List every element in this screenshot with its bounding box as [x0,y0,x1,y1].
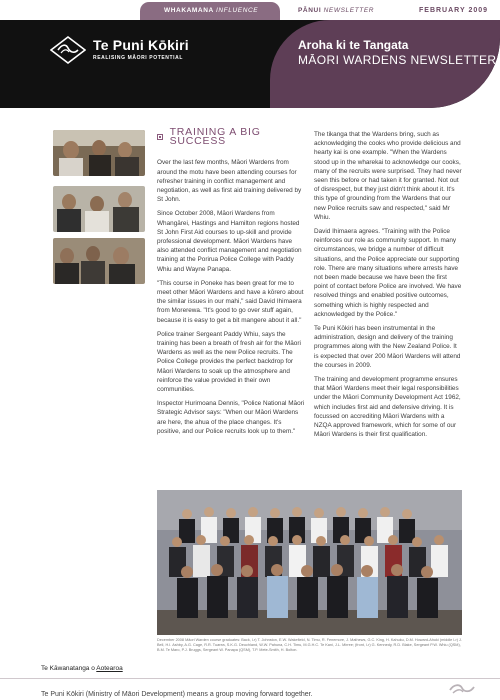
paragraph: Over the last few months, Māori Wardens from around the motu have been attending courses for refresher training in conflict management and negotiation, as well as first aid training delivered by St John. [157,159,302,204]
paragraph: "This course in Poneke has been great for me to meet other Māori Wardens and have a kōrero about the similar issues in our mahi," said David Ihimaera from Morerewa. "It's good to go over stuff again, because it is easy to get a bit mangere about it all." [157,279,304,324]
paragraph: Te Puni Kōkiri has been instrumental in the administration, design and delivery of the training programmes along with the New Zealand Police. It is expected that over 200 Māori Wardens will attend the courses in 2009. [314,325,461,369]
newsletter-title: Aroha ki te Tangata [298,38,409,52]
heading-bullet-icon [157,134,163,140]
paragraph: Since October 2008, Māori Wardens from Whangārei, Hastings and Hamilton regions hosted St John First Aid courses to up-skill and provide professional development. Māori Wardens have also attended conflict management and negotiation training at the Porirua Police College with Paddy Whiu and Wayne Panapa. [157,210,302,273]
paragraph: The tikanga that the Wardens bring, such as acknowledging the cooks who provide delicious and hearty kai is one example. "When the Wardens stood up in the wharekai to acknowledge our cooks, many of the recruits were surprised. They had never seen this before or had taken it for granted. Not out of disrespect, but they just didn't think about it. It's this type of grounding from the Wardens that our new Police recruits saw and respected," said Mr Whiu. [314,131,462,221]
group-photo-graduates [157,490,462,635]
section-label-panui: PĀNUI [298,7,322,14]
photo-caption: December 2008 Māori Warden course graduates: Back, l-r) T. Johnston, E.W. Wakefield, N. Timu, R. Fenemore, J. Mathews, G.C. King, H. Kahuku, D.M. Howard-Ahuki (middle l-r) J. Bell, H.I. Ashby, A.G. Cage, R.R. Tuarea, S.K.G. Deuchland, W.W. Pahuna, C.H. Timu, M.G.H.C. Te Kani, J.L. Mirree; (front, l-r) G. Kennedy, R.D. Blake, Sergeant P.W. Whiu (QSM), B.M. Te Maro, P.J. Bruggs, Sergeant W. Panapa (QSM), T.P. Mete-Smith, H. Bolton. [157,638,462,653]
photo-wardens-seated [53,130,145,176]
koru-mark-icon [448,682,476,696]
newsletter-subtitle: MĀORI WARDENS NEWSLETTER [298,53,497,67]
paragraph: Inspector Hurimoana Dennis, "Police National Māori Strategic Advisor says: "When our Māori Wardens are here, the ahua of the place changes. It's positive, and our Police recruits look up to them." [157,400,305,435]
section-label-newsletter-english: NEWSLETTER [323,7,375,14]
organisation-name: Te Puni Kōkiri [93,37,189,53]
paragraph: David Ihimaera agrees. "Training with the Police reinforces our role as community support. In many circumstances, we bridge a number of difficult situations, and the Police appreciate our supporting role. There are many situations where arrests have not been made because we have been the first point of contact before Police are involved. We have resolved things and enabled positive outcomes, something which is highly respected and acknowledged by the Police." [314,228,462,318]
section-label-english: INFLUENCE [215,7,259,14]
footer-statement: Te Puni Kōkiri (Ministry of Māori Development) means a group moving forward together. [41,691,313,698]
section-label-maori: WHAKAMANA [164,7,214,14]
government-logo [41,665,123,672]
article-column-1 [157,128,305,441]
section-label-influence [164,7,258,14]
government-logo-text: Te Kāwanatanga o [41,665,97,672]
organisation-tagline: REALISING MĀORI POTENTIAL [93,55,183,61]
article-column-2 [314,130,462,445]
photo-wardens-training [53,186,145,232]
footer-divider [0,678,500,679]
paragraph: The training and development programme ensures that Māori Wardens meet their legal responsibilities under the Māori Community Development Act 1962, which includes first aid and defensive driving. It is focussed on accrediting Māori Wardens with a NZQA approved framework, which for some of our Māori Wardens is their first qualification. [314,376,461,439]
photo-wardens-group [53,238,145,284]
article-heading [157,128,305,146]
issue-date: FEBRUARY 2009 [419,7,489,14]
organisation-logo [50,36,86,64]
paragraph: Police trainer Sergeant Paddy Whiu, says the training has been a breath of fresh air for the Māori Wardens as well as the new Police recruits. The Police College provides the perfect backdrop for Māori Wardens to soak up the atmosphere and reinforce the value provided in their own communities. [157,330,301,394]
government-logo-aotearoa: Aotearoa [96,665,123,672]
section-label-newsletter [298,7,374,14]
article-heading-text: TRAINING A BIG SUCCESS [169,126,261,148]
